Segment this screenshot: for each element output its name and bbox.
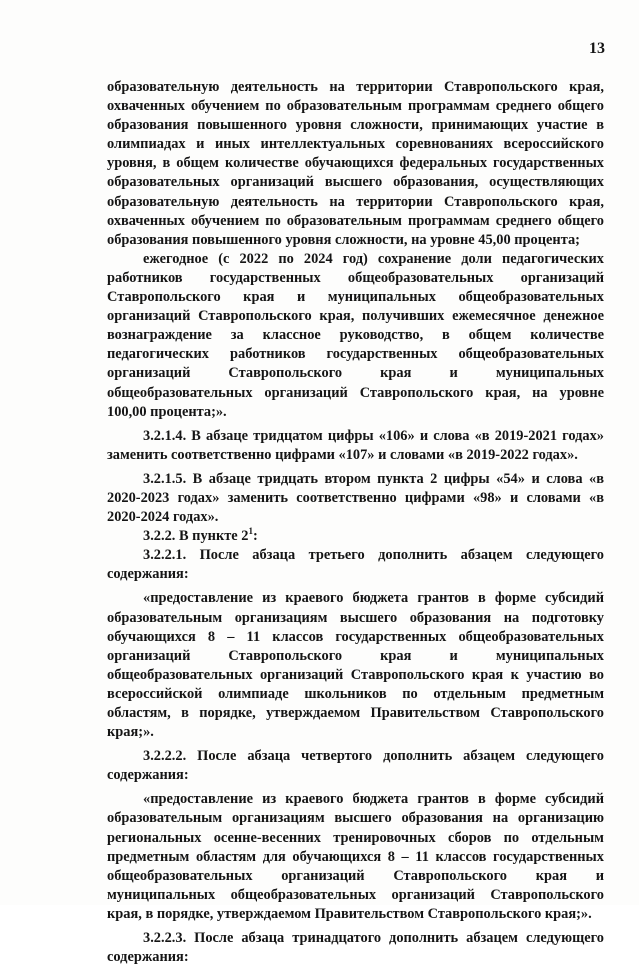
paragraph-3-2-2 <box>107 527 604 546</box>
page-number: 13 <box>589 40 605 57</box>
paragraph-teachers-share: ежегодное (с 2022 по 2024 год) сохранение доли педагогических работников государственных общеобразовательных организаций Ставропольского края и муниципальных общеобразовательных организаций Ставропольского края, получивших ежемесячное денежное вознаграждение за классное руководство, в общем количестве педагогических работников государственных общеобразовательных организаций Ставропольского края и муниципальных общеобразовательных организаций Ставропольского края, на уровне 100,00 процента;». <box>107 250 604 420</box>
document-body <box>107 78 604 967</box>
paragraph-3-2-2-superscript: 1 <box>248 526 253 537</box>
paragraph-3-2-1-5: 3.2.1.5. В абзаце тридцать втором пункта 2 цифры «54» и слова «в 2020-2023 годах» заменить соответственно цифрами «98» и словами «в 2020-2024 годах». <box>107 470 604 526</box>
paragraph-quote-olympiad: «предоставление из краевого бюджета грантов в форме субсидий образовательным организациям высшего образования на подготовку обучающихся 8 – 11 классов государственных общеобразовательных организаций Ставропольского края и муниципальных общеобразовательных организаций Ставропольского края к участию во всероссийской олимпиаде школьников по отдельным предметным областям, в порядке, утверждаемом Правительством Ставропольского края;». <box>107 590 604 741</box>
paragraph-3-2-2-colon: : <box>253 528 258 545</box>
paragraph-3-2-2-2: 3.2.2.2. После абзаца четвертого дополнить абзацем следующего содержания: <box>107 748 604 784</box>
paragraph-quote-training-camps: «предоставление из краевого бюджета грантов в форме субсидий образовательным организациям высшего образования на организацию региональных осенне-весенних тренировочных сборов по отдельным предметным областям для обучающихся 8 – 11 классов государственных общеобразовательных организаций Ставропольского края и муниципальных общеобразовательных организаций Ставропольского края, в порядке, утверждаемом Правительством Ставропольского края;». <box>107 791 604 922</box>
paragraph-3-2-2-3: 3.2.2.3. После абзаца тринадцатого дополнить абзацем следующего содержания: <box>107 930 604 966</box>
paragraph-3-2-2-1: 3.2.2.1. После абзаца третьего дополнить абзацем следующего содержания: <box>107 547 604 583</box>
paragraph-3-2-1-4: 3.2.1.4. В абзаце тридцатом цифры «106» и слова «в 2019-2021 годах» заменить соответственно цифрами «107» и словами «в 2019-2022 годах». <box>107 427 604 463</box>
paragraph-continuation: образовательную деятельность на территории Ставропольского края, охваченных обучением по образовательным программам среднего общего образования повышенного уровня сложности, принимающих участие в олимпиадах и иных интеллектуальных соревнованиях всероссийского уровня, в общем количестве обучающихся федеральных государственных образовательных организаций высшего образования, осуществляющих образовательную деятельность на территории Ставропольского края, охваченных обучением по образовательным программам среднего общего образования повышенного уровня сложности, на уровне 45,00 процента; <box>107 79 604 248</box>
paragraph-3-2-2-text: 3.2.2. В пункте 2 <box>143 528 249 545</box>
